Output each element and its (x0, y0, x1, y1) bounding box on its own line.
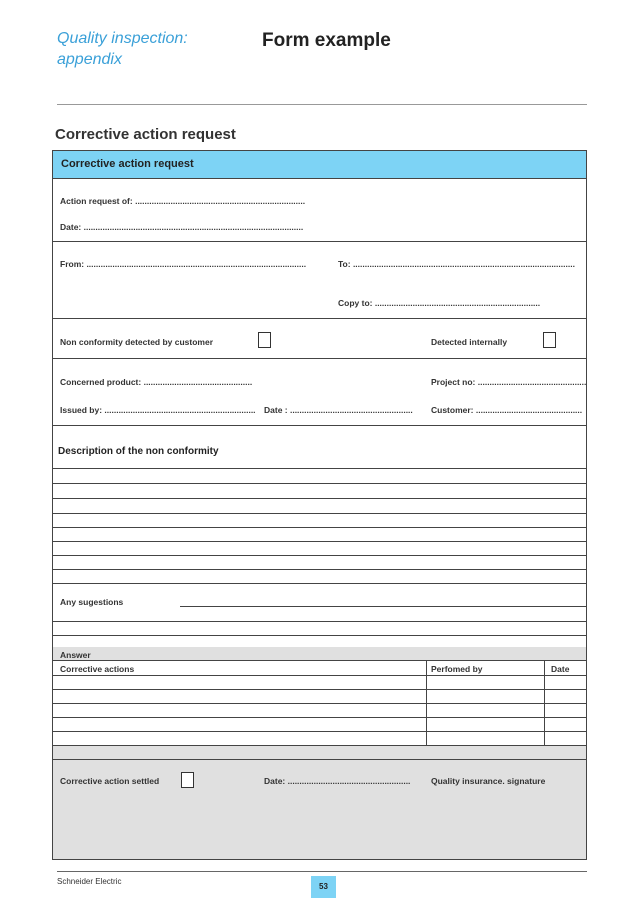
writing-line (53, 468, 586, 469)
quality-signature-label: Quality insurance. signature (431, 776, 546, 786)
corrective-actions-header: Corrective actions (60, 664, 135, 674)
writing-line (53, 498, 586, 499)
copy-to-field[interactable]: Copy to: ...................................................................... (338, 298, 541, 308)
table-row-line (53, 717, 586, 718)
answer-label: Answer (60, 650, 91, 660)
table-row-line (53, 675, 586, 676)
gray-spacer (53, 746, 586, 759)
form-banner (53, 151, 586, 179)
divider (53, 318, 586, 319)
any-suggestions-label: Any sugestions (60, 597, 124, 607)
performed-by-header: Perfomed by (431, 664, 483, 674)
settlement-panel (53, 760, 586, 859)
date3-field[interactable]: Date: .................................................... (264, 776, 411, 786)
date-header: Date (551, 664, 570, 674)
writing-line (53, 555, 586, 556)
column-divider (544, 660, 545, 746)
footer-company: Schneider Electric (57, 877, 122, 886)
section-label (57, 28, 247, 70)
internal-checkbox[interactable] (543, 332, 556, 348)
writing-line (53, 513, 586, 514)
writing-line (53, 527, 586, 528)
section-label-line2: appendix (57, 51, 122, 68)
table-row-line (53, 703, 586, 704)
suggestions-line[interactable] (180, 606, 586, 607)
footer-divider (57, 871, 587, 872)
non-conformity-customer-label: Non conformity detected by customer (60, 337, 214, 347)
project-no-field[interactable]: Project no: .............................................. (431, 377, 587, 387)
concerned-product-field[interactable]: Concerned product: .............................................. (60, 377, 253, 387)
settled-checkbox[interactable] (181, 772, 194, 788)
divider (53, 241, 586, 242)
from-field[interactable]: From: ............................................................................................. (60, 259, 307, 269)
description-title: Description of the non conformity (58, 446, 219, 457)
writing-line (53, 621, 586, 622)
table-row-line (53, 689, 586, 690)
writing-line (53, 483, 586, 484)
corrective-action-settled-label: Corrective action settled (60, 776, 160, 786)
column-divider (426, 660, 427, 746)
writing-line (53, 635, 586, 636)
customer-checkbox[interactable] (258, 332, 271, 348)
issued-by-field[interactable]: Issued by: ................................................................ (60, 405, 256, 415)
customer-field[interactable]: Customer: ............................................. (431, 405, 583, 415)
writing-line (53, 541, 586, 542)
detected-internally-label: Detected internally (431, 337, 508, 347)
table-row-line (53, 731, 586, 732)
to-field[interactable]: To: .............................................................................................. (338, 259, 575, 269)
writing-line (53, 569, 586, 570)
date2-field[interactable]: Date : .................................................... (264, 405, 413, 415)
section-title: Corrective action request (55, 126, 236, 143)
answer-header (53, 647, 586, 660)
divider (53, 358, 586, 359)
form-banner-label: Corrective action request (61, 158, 194, 170)
page-number: 53 (311, 876, 336, 898)
writing-line (53, 583, 586, 584)
header-divider (57, 104, 587, 105)
section-label-line1: Quality inspection: (57, 30, 188, 47)
divider (53, 660, 586, 661)
page-title: Form example (262, 30, 391, 51)
divider (53, 425, 586, 426)
action-request-of-field[interactable]: Action request of: ........................................................................ (60, 196, 306, 206)
date-field[interactable]: Date: ............................................................................................. (60, 222, 304, 232)
